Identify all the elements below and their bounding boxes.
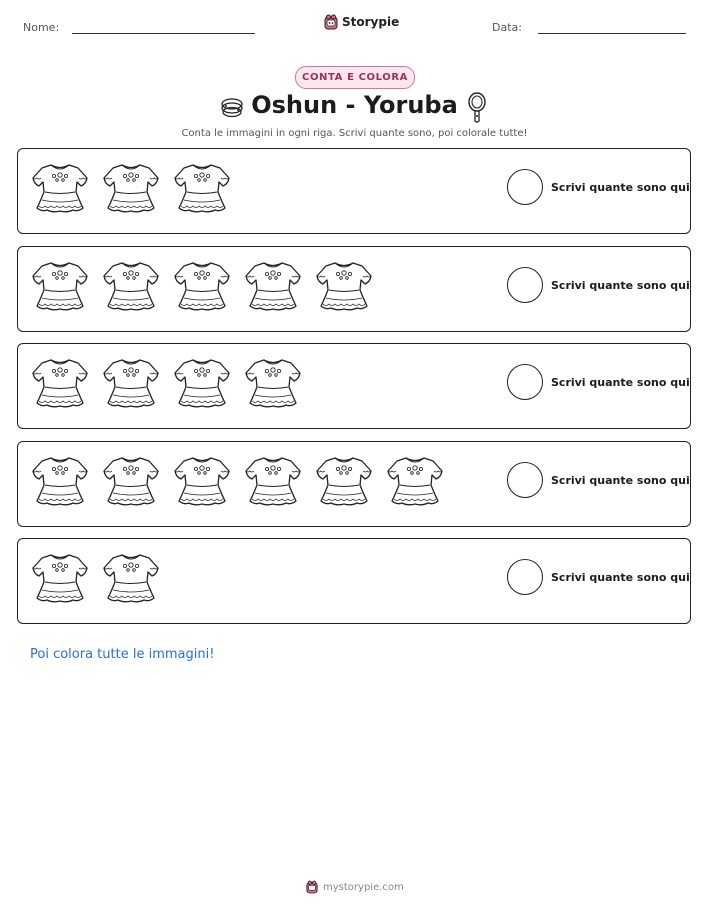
counting-row	[17, 246, 691, 332]
activity-badge: CONTA E COLORA	[295, 66, 415, 89]
answer-circle[interactable]	[507, 364, 543, 400]
dress-icon	[31, 551, 89, 605]
dress-icon	[386, 454, 444, 508]
footer-note: Poi colora tutte le immagini!	[30, 647, 215, 662]
answer-label: Scrivi quante sono qui	[551, 376, 690, 389]
answer-label: Scrivi quante sono qui	[551, 278, 690, 292]
dress-icon	[31, 356, 89, 410]
dress-icon	[244, 259, 302, 313]
dress-icon	[173, 161, 231, 215]
counting-row	[17, 148, 691, 234]
brand-name: Storypie	[342, 15, 400, 29]
answer-label: Scrivi quante sono qui	[551, 571, 690, 584]
site-url: mystorypie.com	[323, 881, 404, 893]
answer-circle[interactable]	[507, 267, 543, 303]
date-label: Data:	[492, 21, 522, 34]
name-field[interactable]	[72, 33, 255, 34]
dress-icon	[315, 454, 373, 508]
site-footer	[306, 880, 404, 894]
dress-icon	[31, 259, 89, 313]
dress-icon	[173, 259, 231, 313]
storypie-logo-icon	[324, 14, 338, 30]
answer-circle[interactable]	[507, 559, 543, 595]
dress-icon	[102, 356, 160, 410]
answer-circle[interactable]	[507, 462, 543, 498]
date-field[interactable]	[538, 33, 686, 34]
page-title: Oshun - Yoruba	[251, 91, 458, 119]
name-label: Nome:	[23, 21, 60, 34]
hand-mirror-icon	[466, 92, 488, 124]
worksheet-header	[0, 0, 709, 50]
dress-icon	[173, 356, 231, 410]
dress-icon	[102, 161, 160, 215]
dress-icon	[102, 259, 160, 313]
dress-icon	[102, 551, 160, 605]
dress-icon	[31, 454, 89, 508]
instructions: Conta le immagini in ogni riga. Scrivi quante sono, poi colorale tutte!	[181, 128, 528, 139]
dress-icon	[173, 454, 231, 508]
dress-icon	[31, 161, 89, 215]
answer-label: Scrivi quante sono qui	[551, 181, 690, 194]
dress-icon	[315, 259, 373, 313]
dress-icon	[244, 454, 302, 508]
counting-row	[17, 441, 691, 527]
counting-row	[17, 538, 691, 624]
storypie-logo-icon	[306, 880, 318, 894]
title-row	[0, 91, 709, 125]
dress-icon	[102, 454, 160, 508]
counting-row	[17, 343, 691, 429]
dress-icon	[244, 356, 302, 410]
answer-circle[interactable]	[507, 169, 543, 205]
brand	[324, 14, 399, 30]
answer-label: Scrivi quante sono qui	[551, 473, 690, 487]
